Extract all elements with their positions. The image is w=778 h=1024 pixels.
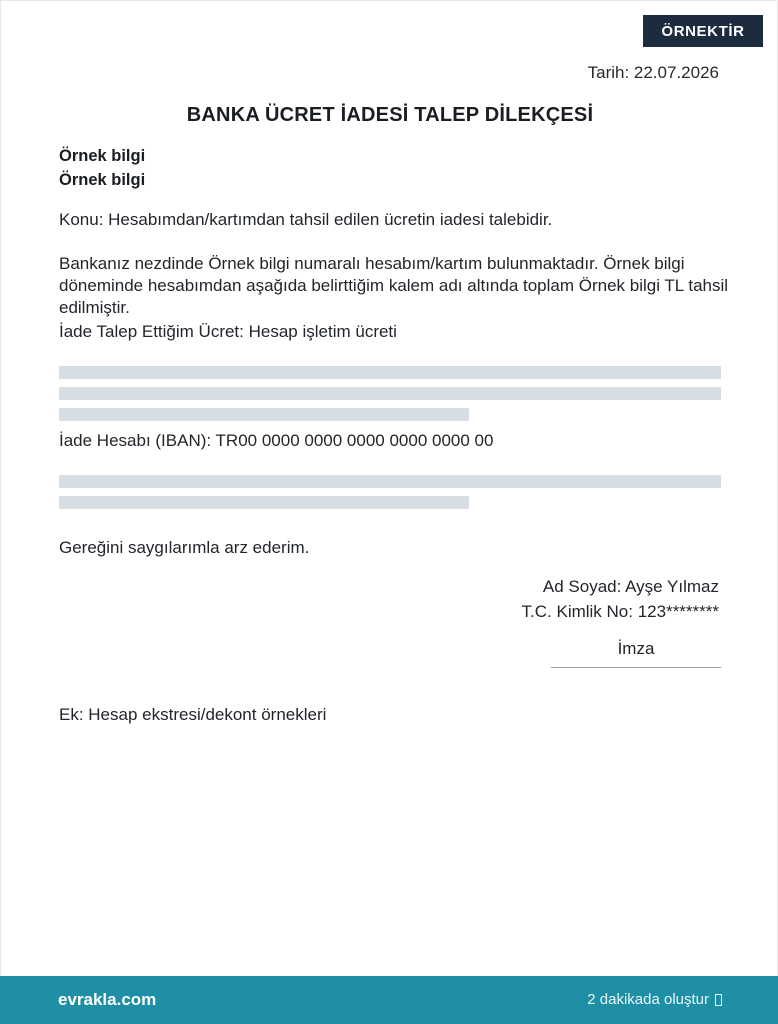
- subject-line: Konu: Hesabımdan/kartımdan tahsil edilen ücretin iadesi talebidir.: [59, 210, 553, 229]
- sample-badge: ÖRNEKTİR: [643, 15, 763, 47]
- redacted-text-line: [59, 387, 721, 400]
- footer-bar: [0, 976, 778, 1024]
- body-paragraph: Bankanız nezdinde Örnek bilgi numaralı hesabım/kartım bulunmaktadır. Örnek bilgi döneminde hesabımdan aşağıda belirttiğim kalem adı altında toplam Örnek bilgi TL tahsil edilmiştir.: [59, 254, 729, 317]
- signature-line: [551, 667, 721, 668]
- recipient-line-2: Örnek bilgi: [59, 171, 146, 189]
- redacted-text-line: [59, 496, 469, 509]
- signer-id: T.C. Kimlik No: 123********: [521, 602, 719, 621]
- closing-line: Gereğini saygılarımla arz ederim.: [59, 538, 310, 557]
- redacted-text-line: [59, 408, 469, 421]
- redacted-text-line: [59, 475, 721, 488]
- document-date: Tarih: 22.07.2026: [587, 63, 719, 82]
- attachment-line: Ek: Hesap ekstresi/dekont örnekleri: [59, 705, 327, 724]
- create-document-link[interactable]: [587, 991, 722, 1008]
- create-document-label: 2 dakikada oluştur: [587, 991, 709, 1008]
- redacted-text-line: [59, 366, 721, 379]
- arrow-icon: [715, 994, 722, 1006]
- document-title: BANKA ÜCRET İADESİ TALEP DİLEKÇESİ: [186, 104, 594, 126]
- signature-label: İmza: [617, 639, 655, 658]
- fee-line: İade Talep Ettiğim Ücret: Hesap işletim ücreti: [59, 322, 397, 341]
- footer-brand-link[interactable]: evrakla.com: [58, 990, 157, 1009]
- signer-name: Ad Soyad: Ayşe Yılmaz: [542, 577, 719, 596]
- recipient-line-1: Örnek bilgi: [59, 147, 146, 165]
- iban-line: İade Hesabı (IBAN): TR00 0000 0000 0000 0000 0000 00: [59, 431, 494, 450]
